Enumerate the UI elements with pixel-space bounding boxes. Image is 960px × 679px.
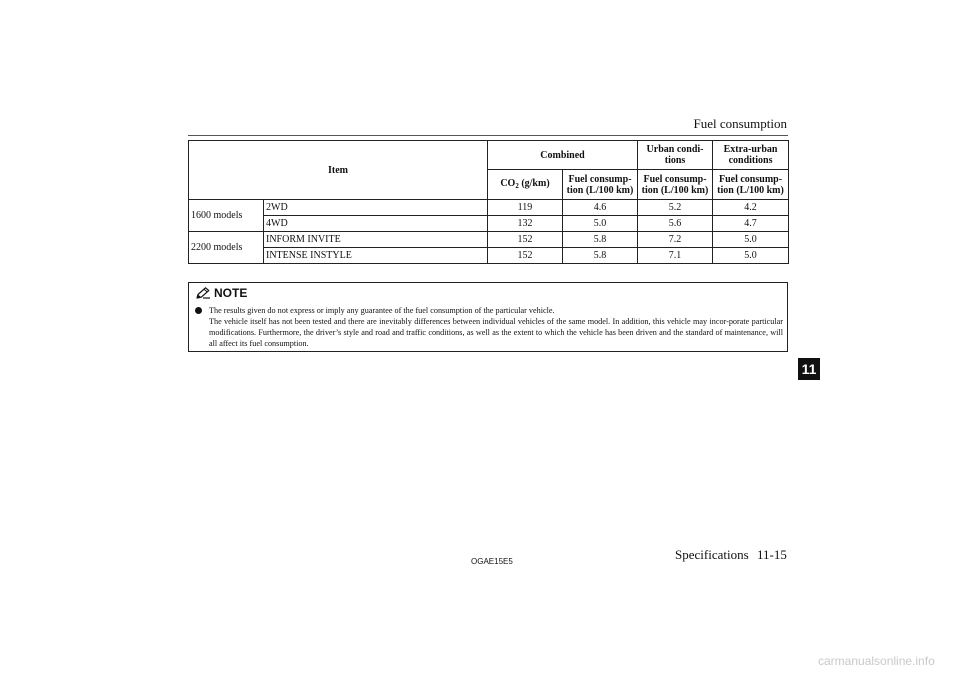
note-line: The results given do not express or imply any guarantee of the fuel consumption of the particular vehicle.: [209, 306, 555, 315]
item-header: Item: [189, 141, 488, 200]
co2-header: $CO_2$ (g/km): [488, 170, 563, 200]
watermark: carmanualsonline.info: [818, 654, 935, 668]
note-title: NOTE: [214, 286, 248, 300]
header-rule: [188, 135, 788, 136]
group-label: 1600 models: [189, 200, 264, 232]
note-heading: [196, 286, 247, 300]
note-box: [188, 282, 788, 352]
extra-urban-cell: 4.7: [713, 216, 789, 232]
page-number: 11-15: [757, 547, 787, 562]
model-cell: 2WD: [264, 200, 488, 216]
model-cell: INFORM INVITE: [264, 232, 488, 248]
urban-cell: 7.1: [638, 248, 713, 264]
urban-cell: 7.2: [638, 232, 713, 248]
footer-section: Specifications: [675, 547, 749, 562]
combined-fuel-header: Fuel consump- tion (L/100 km): [563, 170, 638, 200]
note-line: The vehicle itself has not been tested and there are inevitably differences between individual vehicles of the same model. In addition, this vehicle may incor-porate particular modifications. Furthermore, the driver’s style and road and traffic conditions, as well as the extent to which the vehicle has been driven and the standard of maintenance, will all affect its fuel consumption.: [209, 317, 783, 348]
combined-cell: 5.0: [563, 216, 638, 232]
page-header: Fuel consumption: [693, 116, 787, 131]
pencil-icon: [196, 287, 211, 299]
fuel-consumption-table: [188, 140, 789, 264]
model-cell: 4WD: [264, 216, 488, 232]
combined-cell: 4.6: [563, 200, 638, 216]
extra-urban-cell: 5.0: [713, 232, 789, 248]
table-row: [189, 200, 789, 216]
urban-cell: 5.6: [638, 216, 713, 232]
urban-fuel-header: Fuel consump- tion (L/100 km): [638, 170, 713, 200]
group-label: 2200 models: [189, 232, 264, 264]
combined-cell: 5.8: [563, 248, 638, 264]
extra-urban-fuel-header: Fuel consump- tion (L/100 km): [713, 170, 789, 200]
extra-urban-cell: 4.2: [713, 200, 789, 216]
urban-header: Urban condi- tions: [638, 141, 713, 170]
chapter-tab: 11: [798, 358, 820, 380]
table-row: [189, 216, 789, 232]
co2-cell: 152: [488, 248, 563, 264]
extra-urban-cell: 5.0: [713, 248, 789, 264]
extra-urban-header: Extra-urban conditions: [713, 141, 789, 170]
combined-header: Combined: [488, 141, 638, 170]
bullet-icon: [195, 307, 202, 314]
model-cell: INTENSE INSTYLE: [264, 248, 488, 264]
table-row: [189, 232, 789, 248]
co2-cell: 152: [488, 232, 563, 248]
combined-cell: 5.8: [563, 232, 638, 248]
urban-cell: 5.2: [638, 200, 713, 216]
note-body: [195, 305, 783, 349]
co2-cell: 132: [488, 216, 563, 232]
footer-code: OGAE15E5: [471, 557, 513, 566]
table-row: [189, 248, 789, 264]
co2-cell: 119: [488, 200, 563, 216]
